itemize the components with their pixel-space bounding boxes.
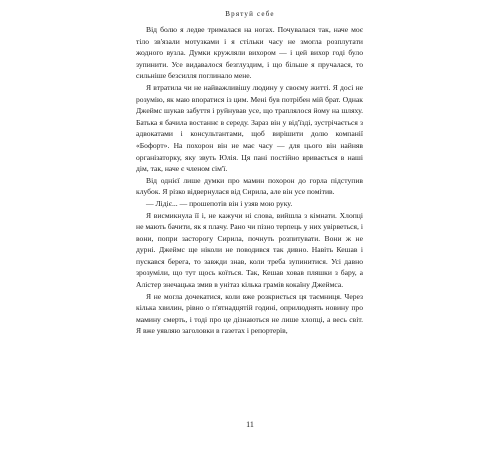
page-number: 11 [246, 420, 254, 429]
body-text [136, 24, 363, 337]
paragraph-4: — Лідіє... — прошепотів він і узяв мою руку. [146, 198, 293, 208]
paragraph-3: Від однієї лише думки про мамин похорон до горла підступив клубок. Я різко відвернулася від Сирила, але він усе помітив. [136, 175, 363, 197]
paragraph-2: Я втратила чи не найважливішу людину у своєму житті. Я досі не розумію, як маю впоратися із цим. Мені був потрібен мій брат. Однак Джеймс шукав забуття і руйнував усе, що траплялося йому на шляху. Батька я бачила востаннє в середу. Зараз він у від'їзді, зустрічається з адвокатами і консультантами, щоб вирішити долю компанії «Бофорт». На похорон він не має часу — для цього він найняв організаторку, яку звуть Юлія. Ця пані постійно вривається в наші дім, так, наче є членом сім'ї. [136, 82, 363, 174]
paragraph-5: Я висмикнула її і, не кажучи ні слова, вийшла з кімнати. Хлопці не мають бачити, як я плачу. Рано чи пізно терпець у них увірветься, і вони, попри засторогу Сирила, почнуть розпитувати. Вони ж не дурні. Джеймс ще ніколи не поводився так дивно. Навіть Кешав і пускався берега, то завжди знав, коли треба зупинитися. Усі давно зрозуміли, що тут щось коїться. Так, Кешав ховав пляшки з бару, а Алістер знечацька змив в унітаз кілька грамів кокаїну Джеймса. [136, 210, 363, 290]
running-head: Врятуй себе [225, 10, 275, 18]
paragraph-1: Від болю я ледве трималася на ногах. Почувалася так, наче моє тіло зв'язали мотузками і я стільки часу не змогла розплутати жодного вузла. Думки кружляли вихором — і цей вихор годі було зупинити. Усе видавалося безглуздим, і що більше я пручалася, то сильніше безсилля поглинало мене. [136, 25, 363, 81]
paragraph-6: Я не могла дочекатися, коли вже розкриється ця таємниця. Через кілька хвилин, рівно о п'ятнадцятій годині, оприлюднять новину про мамину смерть, і тоді про це дізнаються не лише хлопці, а весь світ. Я вже уявляю заголовки в газетах і репортерів, [136, 291, 363, 336]
